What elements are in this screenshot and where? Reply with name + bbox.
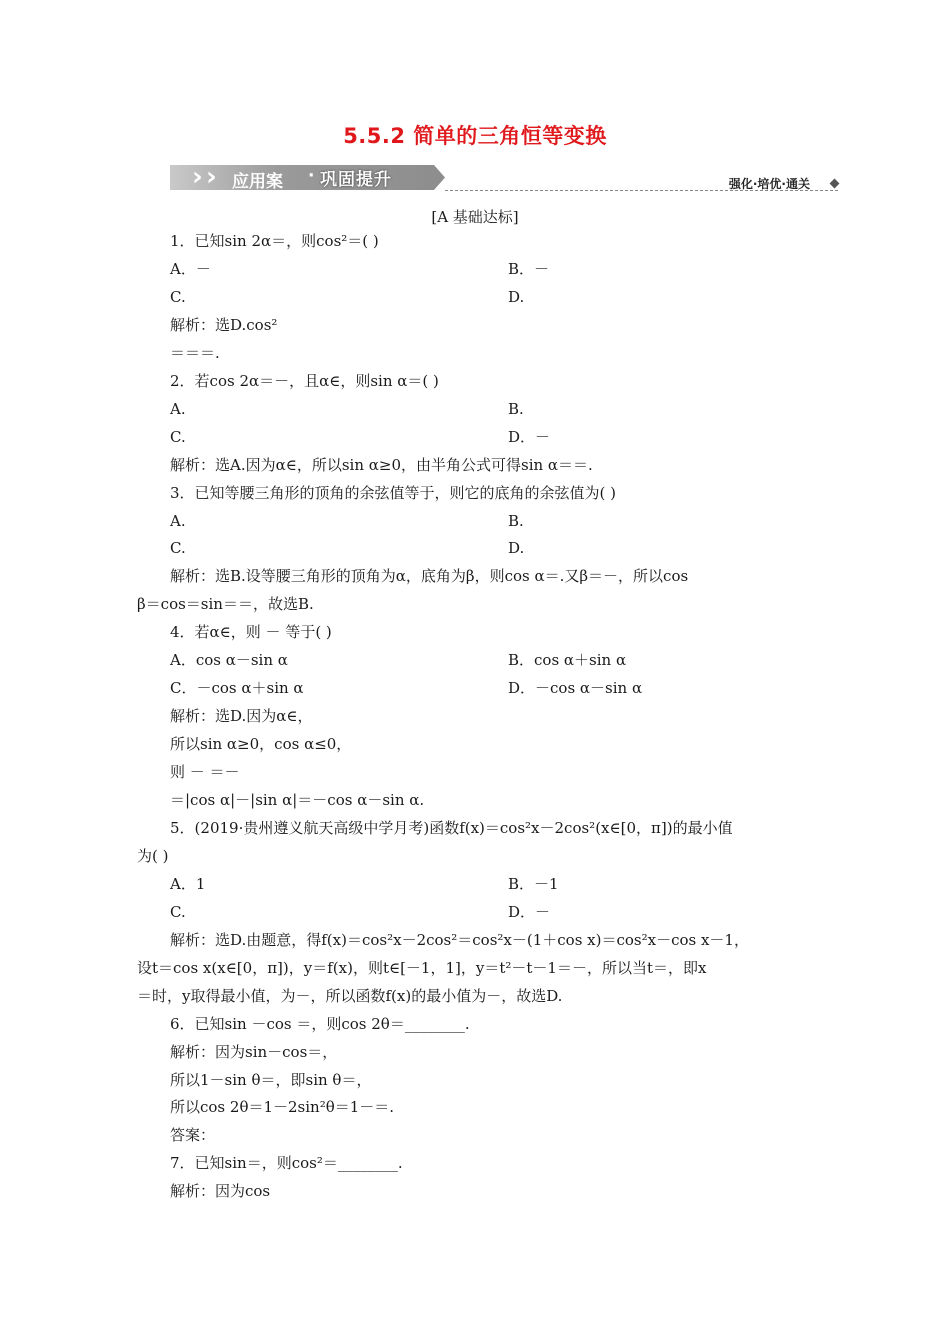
text-line: C.: [170, 539, 186, 557]
text-line: D．－: [508, 903, 551, 921]
text-line: ＝＝＝.: [170, 344, 220, 362]
text-line: 4．若α∈，则 － 等于( ): [170, 623, 332, 641]
text-line: 设t＝cos x(x∈[0，π])，y＝f(x)，则t∈[－1，1]，y＝t²－t－1＝－，所以当t＝，即x: [137, 959, 707, 977]
text-line: 7．已知sin＝，则cos²＝________.: [170, 1154, 403, 1172]
text-line: 所以cos 2θ＝1－2sin²θ＝1－＝.: [170, 1098, 395, 1116]
text-line: B．cos α＋sin α: [508, 651, 627, 669]
text-line: D．－cos α－sin α: [508, 679, 643, 697]
text-line: 所以1－sin θ＝，即sin θ＝，: [170, 1071, 372, 1089]
text-line: B．－1: [508, 875, 559, 893]
chevron-right-icon: ›: [192, 162, 203, 192]
banner-main-label: 应用案: [232, 172, 283, 192]
text-line: 解析：因为sin－cos＝，: [170, 1043, 338, 1061]
text-line: 解析：因为cos: [170, 1182, 271, 1200]
text-line: 所以sin α≥0，cos α≤0，: [170, 735, 352, 753]
diamond-icon: [830, 179, 840, 189]
text-line: 则 － ＝－: [170, 763, 240, 781]
text-line: 解析：选B.设等腰三角形的顶角为α，底角为β，则cos α＝.又β＝－，所以cos: [170, 567, 689, 585]
text-line: B.: [508, 400, 524, 418]
text-line: B.: [508, 512, 524, 530]
text-line: 1．已知sin 2α＝，则cos²＝( ): [170, 232, 379, 250]
text-line: D．－: [508, 428, 551, 446]
text-line: 解析：选D.因为α∈，: [170, 707, 313, 725]
banner-sub-label: 巩固提升: [320, 170, 392, 190]
text-line: A.: [170, 400, 186, 418]
text-line: ＝时，y取得最小值，为－，所以函数f(x)的最小值为－，故选D.: [137, 987, 563, 1005]
text-line: 解析：选A.因为α∈，所以sin α≥0，由半角公式可得sin α＝＝.: [170, 456, 593, 474]
section-banner: [170, 160, 838, 196]
text-line: 5．(2019·贵州遵义航天高级中学月考)函数f(x)＝cos²x－2cos²(x∈[0，π])的最小值: [170, 819, 733, 837]
chevron-right-icon: ›: [206, 162, 217, 192]
text-line: 6．已知sin －cos ＝，则cos 2θ＝________.: [170, 1015, 470, 1033]
text-line: 解析：选D.由题意，得f(x)＝cos²x－2cos²＝cos²x－(1＋cos x)＝cos²x－cos x－1，: [170, 931, 749, 949]
text-line: C.: [170, 428, 186, 446]
text-line: C．－cos α＋sin α: [170, 679, 304, 697]
text-line: A.: [170, 512, 186, 530]
text-line: A．1: [170, 875, 206, 893]
text-line: 解析：选D.cos²: [170, 316, 278, 334]
text-line: A．－: [170, 260, 211, 278]
text-line: B．－: [508, 260, 550, 278]
text-line: 2．若cos 2α＝－，且α∈，则sin α＝( ): [170, 372, 439, 390]
text-line: 3．已知等腰三角形的顶角的余弦值等于，则它的底角的余弦值为( ): [170, 484, 617, 502]
text-line: D.: [508, 288, 525, 306]
section-heading: [A 基础达标]: [431, 208, 519, 226]
banner-right-label: 强化·培优·通关: [728, 177, 810, 191]
text-line: C.: [170, 288, 186, 306]
page-title: 5.5.2 简单的三角恒等变换: [343, 124, 607, 148]
text-line: 为( ): [137, 847, 169, 865]
text-line: 答案：: [170, 1126, 216, 1144]
banner-dot: ·: [308, 166, 315, 186]
text-line: ＝|cos α|－|sin α|＝－cos α－sin α.: [170, 791, 425, 809]
text-line: D.: [508, 539, 525, 557]
text-line: A．cos α－sin α: [170, 651, 288, 669]
text-line: β＝cos＝sin＝＝，故选B.: [137, 595, 314, 613]
text-line: C.: [170, 903, 186, 921]
